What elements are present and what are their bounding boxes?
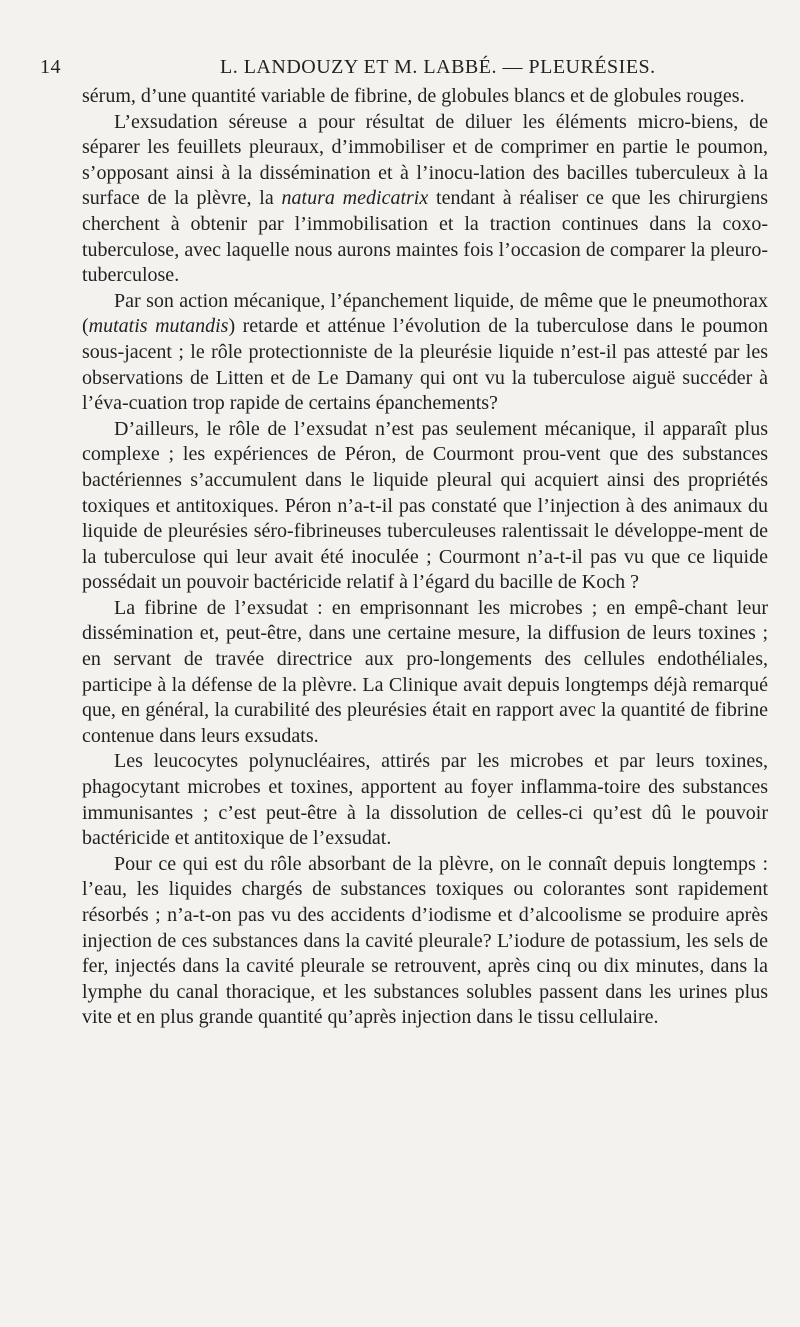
page-number: 14 (40, 56, 61, 78)
paragraph-text: tendant à réaliser ce que les chirurgiens cherchent à obtenir par l’immobilisation et la traction continues dans la coxo-tuberculose, avec laquelle nous aurons maintes fois l’occasion de comparer la pleuro-tuberculose. (82, 187, 768, 287)
paragraph-text: L’exsudation séreuse a pour résultat de diluer les éléments micro-biens, de séparer les feuillets pleuraux, d’immobiliser et de comprimer en partie le poumon, s’opposant ainsi à la dissémination et à l’inocu-lation des bacilles tuberculeux à la surface de la plèvre, la (82, 110, 768, 210)
paragraph-text: D’ailleurs, le rôle de l’exsudat n’est pas seulement mécanique, il apparaît plus complexe ; les expériences de Péron, de Courmont prou-vent que des substances bactériennes s’accumulent dans le liquide pleural qui acquiert ainsi des propriétés toxiques et antitoxiques. Péron n’a-t-il pas constaté que l’injection à des animaux du liquide de pleurésies séro-fibrineuses tuberculeuses ralentissait le développe-ment de la tuberculose qui leur avait été inoculée ; Courmont n’a-t-il pas vu que ce liquide possédait un pouvoir bactéricide relatif à l’égard du bacille de Koch ? (82, 417, 768, 594)
book-page (40, 0, 780, 1327)
body-text (82, 84, 768, 1031)
latin-phrase: mutatis mutandis (88, 315, 229, 338)
paragraph-1 (82, 84, 768, 110)
paragraph-text: sérum, d’une quantité variable de fibrine, de globules blancs et de globules rouges. (82, 85, 745, 107)
paragraph-6 (82, 749, 768, 851)
paragraph-text: Pour ce qui est du rôle absorbant de la plèvre, on le connaît depuis longtemps : l’eau, les liquides chargés de substances toxiques ou colorantes sont rapidement résorbés ; n’a-t-on pas vu des accidents d’iodisme et d’alcoolisme se produire après injection de ces substances dans la cavité pleurale? L’iodure de potassium, les sels de fer, injectés dans la cavité pleurale se retrouvent, après cinq ou dix minutes, dans la lymphe du canal thoracique, et les substances solubles passent dans les urines plus vite et en plus grande quantité qu’après injection dans le tissu cellulaire. (82, 852, 768, 1029)
paragraph-text: Les leucocytes polynucléaires, attirés par les microbes et par leurs toxines, phagocytant microbes et toxines, apportent au foyer inflamma-toire des substances immunisantes ; c’est peut-être à la dissolution de celles-ci qu’est dû le pouvoir bactéricide et antitoxique de l’exsudat. (82, 750, 768, 850)
paragraph-2 (82, 110, 768, 289)
paragraph-7 (82, 852, 768, 1031)
running-head (40, 56, 780, 82)
paragraph-text: ) retarde et atténue l’évolution de la tuberculose dans le poumon sous-jacent ; le rôle protectionniste de la pleurésie liquide n’est-il pas attesté par les observations de Litten et de Le Damany qui ont vu la tuberculose aiguë succéder à l’éva-cuation trop rapide de certains épanchements? (82, 315, 768, 415)
paragraph-text: La fibrine de l’exsudat : en emprisonnant les microbes ; en empê-chant leur dissémination et, peut-être, dans une certaine mesure, la diffusion de leurs toxines ; en servant de travée directrice aux pro-longements des cellules endothéliales, participe à la défense de la plèvre. La Clinique avait depuis longtemps déjà remarqué que, en général, la curabilité des pleurésies était en rapport avec la quantité de fibrine contenue dans leurs exsudats. (82, 596, 768, 747)
paragraph-4 (82, 417, 768, 596)
paragraph-3 (82, 289, 768, 417)
paragraph-text: Par son action mécanique, l’épanchement liquide, de même que le pneumothorax ( (82, 289, 768, 338)
running-title: L. LANDOUZY ET M. LABBÉ. — PLEURÉSIES. (220, 56, 656, 78)
paragraph-5 (82, 596, 768, 750)
latin-phrase: natura medicatrix (281, 187, 429, 210)
